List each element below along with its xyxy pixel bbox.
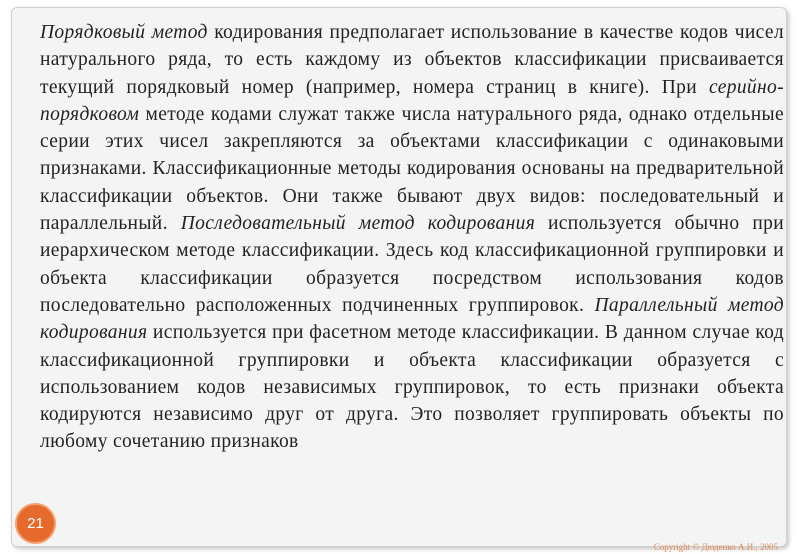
term-ordinal-method: Порядковый метод — [40, 22, 208, 43]
text-segment-1: кодирования предполагает использование в качестве кодов чисел натурального ряда, то есть каждому из объектов классификации присваивается текущий порядковый номер (например, номера страниц в книге). При — [40, 22, 784, 98]
text-segment-4: используется при фасетном методе классификации. В данном случае код классификационной группировки и объекта классификации образуется с использованием кодов независимых группировок, то есть признаки объекта кодируются независимо друг от друга. Это позволяет группировать объекты по любому сочетанию признаков — [40, 322, 784, 453]
term-sequential-method: Последовательный метод кодирования — [180, 213, 536, 235]
term-parallel-method: Параллельный метод кодирования — [40, 294, 784, 344]
text-segment-2: методе кодами служат также числа натурального ряда, однако отдельные серии этих чисел закрепляются за объектами классификации с одинаковыми признаками. Классификационные методы кодирования основаны на предварительной классификации объектов. Они также бывают двух видов: последовательный и параллельный. — [40, 103, 784, 235]
copyright-notice: Copyright © Дюденко А.И., 2005 — [653, 542, 778, 552]
page-number-badge: 21 — [15, 503, 56, 544]
term-serial-ordinal: серийно-порядковом — [40, 76, 784, 125]
slide-frame — [11, 7, 787, 547]
text-segment-3: используется обычно при иерархическом методе классификации. Здесь код классификационной группировки и объекта классификации образуется посредством использования кодов последовательно расположенных подчиненных группировок. — [40, 213, 784, 316]
body-paragraph — [40, 19, 784, 456]
